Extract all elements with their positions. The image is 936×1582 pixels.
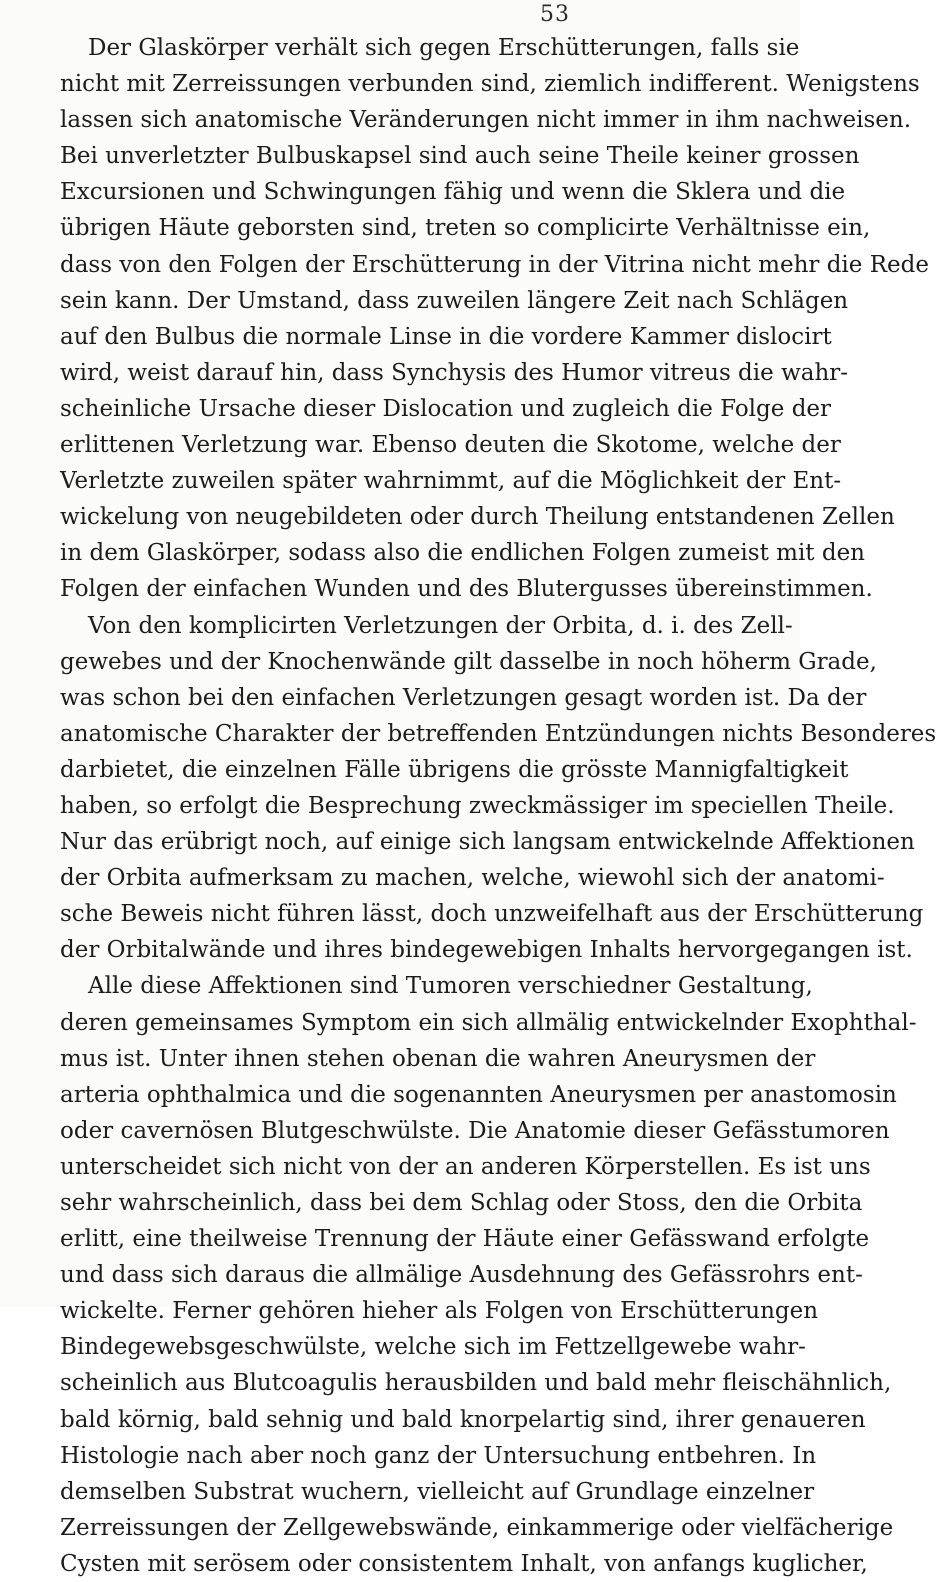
text-line: sehr wahrscheinlich, dass bei dem Schlag oder Stoss, den die Orbita [60, 1190, 863, 1216]
text-line: Cysten mit serösem oder consistentem Inhalt, von anfangs kuglicher, [60, 1550, 868, 1577]
text-line: der Orbita aufmerksam zu machen, welche, wiewohl sich der anatomi- [60, 865, 885, 892]
text-line: in dem Glaskörper, sodass also die endlichen Folgen zumeist mit den [60, 540, 865, 567]
text-line: sein kann. Der Umstand, dass zuweilen längere Zeit nach Schlägen [60, 287, 849, 314]
text-line: wickelte. Ferner gehören hieher als Folgen von Erschütterungen [60, 1298, 819, 1325]
body-text [60, 30, 936, 1582]
text-line: nicht mit Zerreissungen verbunden sind, ziemlich indifferent. Wenigstens [60, 71, 920, 98]
text-line: gewebes und der Knochenwände gilt dasselbe in noch höherm Grade, [60, 648, 877, 675]
text-line: lassen sich anatomische Veränderungen nicht immer in ihm nachweisen. [60, 107, 912, 134]
text-line: haben, so erfolgt die Besprechung zweckmässiger im speciellen Theile. [60, 792, 895, 819]
text-line: was schon bei den einfachen Verletzungen gesagt worden ist. Da der [60, 684, 867, 711]
text-line: erlitt, eine theilweise Trennung der Häute einer Gefässwand erfolgte [60, 1226, 870, 1253]
text-line: deren gemeinsames Symptom ein sich allmälig entwickelnder Exophthal- [60, 1009, 917, 1036]
text-line: scheinliche Ursache dieser Dislocation und zugleich die Folge der [60, 395, 832, 422]
text-line: erlittenen Verletzung war. Ebenso deuten die Skotome, welche der [60, 432, 841, 459]
text-line: Der Glaskörper verhält sich gegen Erschütterungen, falls sie [88, 35, 800, 61]
text-line: demselben Substrat wuchern, vielleicht auf Grundlage einzelner [60, 1478, 815, 1505]
text-line: oder cavernösen Blutgeschwülste. Die Anatomie dieser Gefässtumoren [60, 1117, 890, 1144]
text-line: Zerreissungen der Zellgewebswände, einkammerige oder vielfächerige [60, 1514, 894, 1541]
text-line: Verletzte zuweilen später wahrnimmt, auf die Möglichkeit der Ent- [60, 468, 842, 495]
text-line: Bindegewebsgeschwülste, welche sich im Fettzellgewebe wahr- [60, 1334, 806, 1361]
text-line: wickelung von neugebildeten oder durch Theilung entstandenen Zellen [60, 504, 895, 531]
text-line: scheinlich aus Blutcoagulis herausbilden und bald mehr fleischähnlich, [60, 1370, 892, 1397]
text-line: anatomische Charakter der betreffenden Entzündungen nichts Besonderes [60, 720, 936, 747]
text-line: der Orbitalwände und ihres bindegewebigen Inhalts hervorgegangen ist. [60, 937, 913, 964]
text-line: mus ist. Unter ihnen stehen obenan die wahren Aneurysmen der [60, 1045, 816, 1072]
text-line: auf den Bulbus die normale Linse in die vordere Kammer dislocirt [60, 323, 832, 350]
text-line: darbietet, die einzelnen Fälle übrigens die grösste Mannigfaltigkeit [60, 756, 849, 783]
text-line: arteria ophthalmica und die sogenannten Aneurysmen per anastomosin [60, 1081, 897, 1108]
text-line: Folgen der einfachen Wunden und des Blutergusses übereinstimmen. [60, 576, 873, 603]
text-line: dass von den Folgen der Erschütterung in der Vitrina nicht mehr die Rede [60, 251, 929, 278]
text-line: Histologie nach aber noch ganz der Untersuchung entbehren. In [60, 1442, 817, 1469]
text-line: und dass sich daraus die allmälige Ausdehnung des Gefässrohrs ent- [60, 1262, 863, 1289]
text-line: sche Beweis nicht führen lässt, doch unzweifelhaft aus der Erschütterung [60, 901, 924, 928]
text-line: Nur das erübrigt noch, auf einige sich langsam entwickelnde Affektionen [60, 829, 915, 856]
text-line: unterscheidet sich nicht von der an anderen Körperstellen. Es ist uns [60, 1153, 871, 1180]
text-line: Von den komplicirten Verletzungen der Orbita, d. i. des Zell- [88, 612, 793, 639]
text-line: bald körnig, bald sehnig und bald knorpelartig sind, ihrer genaueren [60, 1406, 866, 1433]
text-line: Excursionen und Schwingungen fähig und wenn die Sklera und die [60, 179, 846, 206]
text-line: wird, weist darauf hin, dass Synchysis des Humor vitreus die wahr- [60, 359, 849, 386]
text-line: Alle diese Affektionen sind Tumoren verschiedner Gestaltung, [88, 973, 813, 1000]
text-line: übrigen Häute geborsten sind, treten so complicirte Verhältnisse ein, [60, 215, 871, 242]
text-line: Bei unverletzter Bulbuskapsel sind auch seine Theile keiner grossen [60, 143, 860, 170]
page-number: 53 [540, 2, 570, 27]
